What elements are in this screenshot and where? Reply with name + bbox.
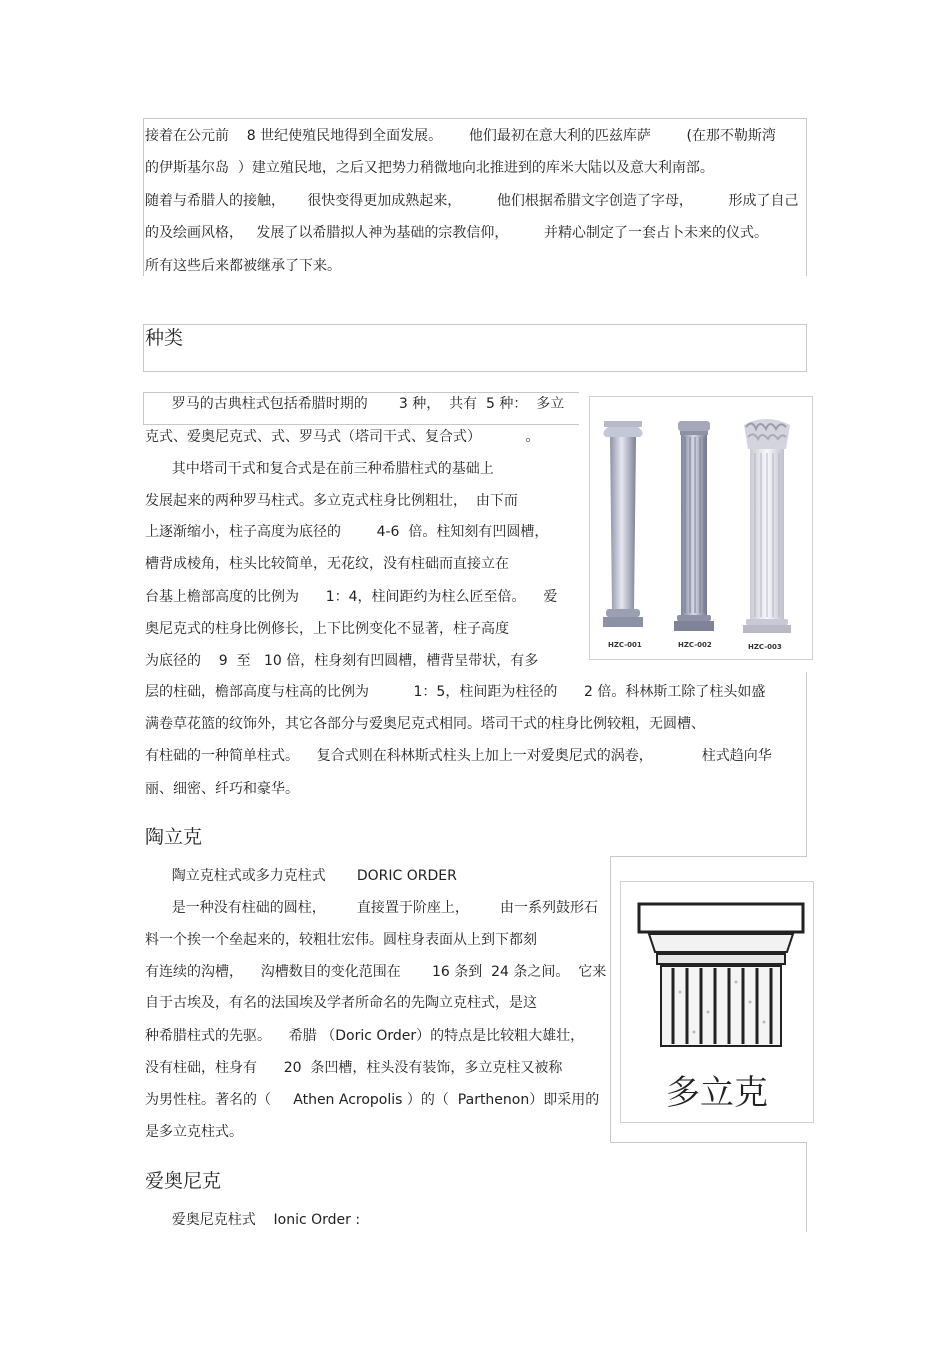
doric-capital-illustration — [621, 882, 813, 1122]
text-frame-rule — [143, 392, 144, 425]
column-hzc-003 — [743, 419, 791, 633]
text-line: 的及绘画风格， 发展了以希腊拟人神为基础的宗教信仰， 并精心制定了一套占卜未来的仪式。 — [145, 225, 768, 241]
text-line: 为底径的 9 至 10 倍，柱身刻有凹圆槽，槽背呈带状，有多 — [145, 653, 539, 669]
text-frame-rule — [610, 856, 807, 857]
text-frame-rule — [806, 1142, 807, 1232]
text-line: 没有柱础，柱身有 20 条凹槽，柱头没有装饰，多立克柱又被称 — [145, 1060, 563, 1076]
text-frame-rule — [143, 424, 579, 425]
columns-figure — [589, 396, 813, 660]
text-line: 层的柱础，檐部高度与柱高的比例为 1：5，柱间距为柱径的 2 倍。科林斯工除了柱头如盛 — [145, 684, 766, 700]
text-line: 所有这些后来都被继承了下来。 — [145, 258, 341, 274]
text-line: 其中塔司干式和复合式是在前三种希腊柱式的基础上 — [145, 461, 494, 477]
frame-rule — [143, 118, 807, 119]
text-frame-rule — [610, 1142, 807, 1143]
column-hzc-001 — [603, 421, 643, 627]
column-hzc-002 — [674, 421, 714, 631]
text-line: 陶立克柱式或多力克柱式 DORIC ORDER — [145, 868, 457, 884]
text-line: 有连续的沟槽， 沟槽数目的变化范围在 16 条到 24 条之间。 它来 — [145, 964, 607, 980]
columns-illustration — [590, 397, 812, 659]
text-line: 为男性柱。著名的（ Athen Acropolis ）的（ Parthenon）即采用的 — [145, 1092, 600, 1108]
text-line: 随着与希腊人的接触， 很快变得更加成熟起来， 他们根据希腊文字创造了字母， 形成了自己 — [145, 193, 799, 209]
doric-figure — [620, 881, 814, 1123]
section-heading-doric: 陶立克 — [145, 826, 203, 848]
text-line: 发展起来的两种罗马柱式。多立克式柱身比例粗壮， 由下而 — [145, 493, 518, 509]
heading-box-rule — [143, 324, 144, 372]
text-line: 台基上檐部高度的比例为 1：4，柱间距约为柱么匠至倍。 爱 — [145, 589, 558, 605]
text-frame-rule — [610, 856, 611, 1142]
text-line: 满卷草花篮的纹饰外，其它各部分与爱奥尼克式相同。塔司干式的柱身比例较粗，无圆槽、 — [145, 716, 705, 732]
heading-box-rule — [143, 324, 807, 325]
text-line: 接着在公元前 8 世纪使殖民地得到全面发展。 他们最初在意大利的匹兹库萨 (在那不勒斯湾 — [145, 128, 776, 144]
text-line: 爱奥尼克柱式 Ionic Order : — [145, 1212, 361, 1228]
text-line: 上逐渐缩小，柱子高度为底径的 4-6 倍。柱知刻有凹圆槽， — [145, 524, 549, 540]
text-line: 克式、爱奥尼克式、式、罗马式（塔司干式、复合式） 。 — [145, 429, 540, 445]
section-heading-types: 种类 — [145, 327, 184, 349]
caption-hzc-001: HZC-001 — [608, 641, 642, 649]
frame-rule — [143, 118, 144, 276]
text-line: 奥尼克式的柱身比例修长，上下比例变化不显著，柱子高度 — [145, 621, 509, 637]
doric-figure-label: 多立克 — [666, 1073, 768, 1113]
text-line: 是多立克柱式。 — [145, 1124, 243, 1140]
text-line: 有柱础的一种简单柱式。 复合式则在科林斯式柱头上加上一对爱奥尼式的涡卷， 柱式趋向华 — [145, 748, 772, 764]
section-heading-ionic: 爱奥尼克 — [145, 1170, 222, 1192]
text-line: 丽、细密、纤巧和豪华。 — [145, 781, 299, 797]
caption-hzc-002: HZC-002 — [678, 641, 712, 649]
text-frame-rule — [806, 672, 807, 856]
text-frame-rule — [143, 392, 579, 393]
caption-hzc-003: HZC-003 — [748, 643, 782, 651]
text-line: 料一个挨一个垒起来的，较粗壮宏伟。圆柱身表面从上到下都刻 — [145, 932, 537, 948]
text-line: 的伊斯基尔岛 ）建立殖民地，之后又把势力稍微地向北推进到的库米大陆以及意大利南部。 — [145, 160, 714, 176]
text-line: 罗马的古典柱式包括希腊时期的 3 种， 共有 5 种： 多立 — [145, 396, 565, 412]
heading-box-rule — [143, 371, 807, 372]
text-line: 是一种没有柱础的圆柱， 直接置于阶座上， 由一系列鼓形石 — [145, 900, 599, 916]
text-line: 槽背成棱角，柱头比较简单，无花纹，没有柱础而直接立在 — [145, 556, 509, 572]
heading-box-rule — [806, 324, 807, 372]
text-line: 种希腊柱式的先驱。 希腊 （Doric Order）的特点是比较粗大雄壮， — [145, 1028, 585, 1044]
text-line: 自于古埃及，有名的法国埃及学者所命名的先陶立克柱式，是这 — [145, 995, 537, 1011]
frame-rule — [806, 118, 807, 276]
